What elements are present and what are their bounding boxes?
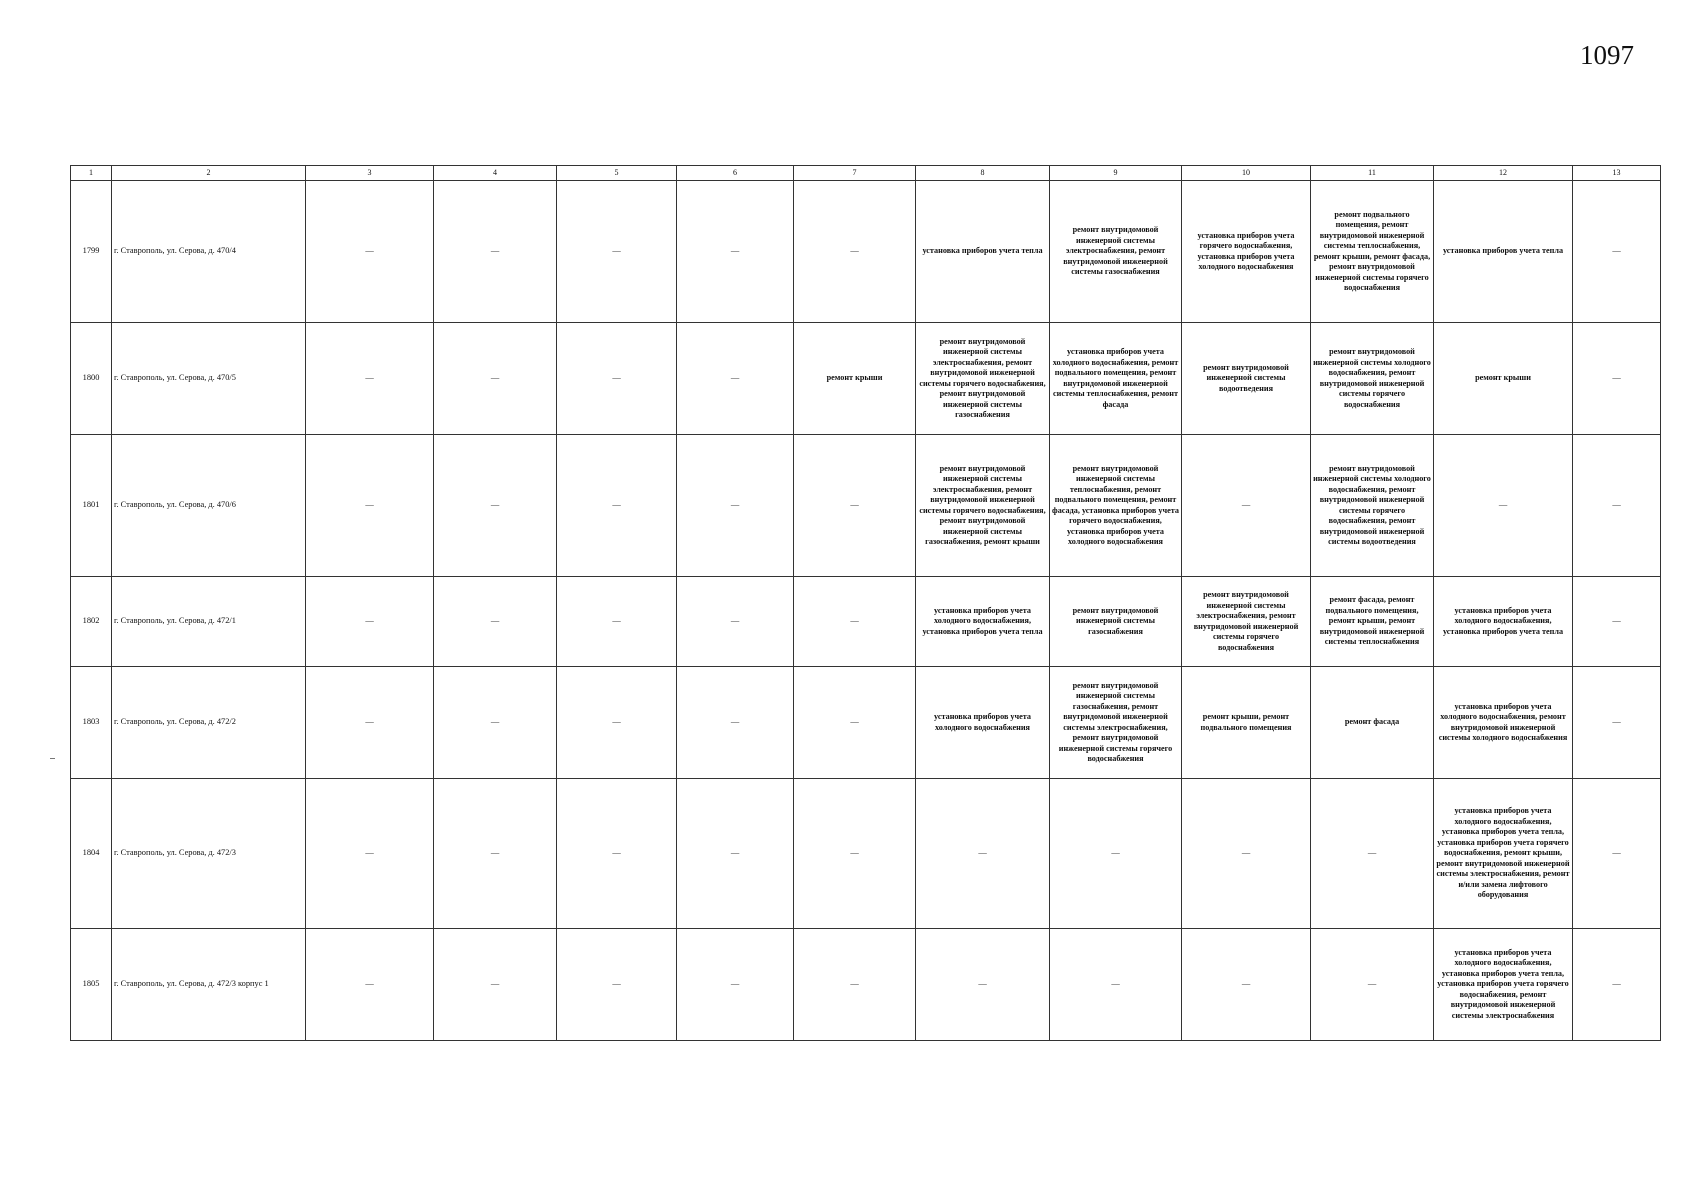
table-row	[71, 435, 1661, 577]
column-number: 12	[1434, 166, 1573, 181]
empty-dash-cell: —	[557, 181, 677, 323]
column-number: 11	[1311, 166, 1434, 181]
empty-dash-cell: —	[916, 929, 1050, 1041]
empty-dash-cell: —	[1573, 323, 1661, 435]
table-row	[71, 323, 1661, 435]
work-cell: ремонт внутридомовой инженерной системы водоотведения	[1182, 323, 1311, 435]
column-number: 8	[916, 166, 1050, 181]
row-number-cell: 1801	[71, 435, 112, 577]
empty-dash-cell: —	[794, 181, 916, 323]
column-number: 2	[112, 166, 306, 181]
row-number-cell: 1805	[71, 929, 112, 1041]
column-number: 3	[306, 166, 434, 181]
work-cell: установка приборов учета холодного водоснабжения, установка приборов учета тепла	[1434, 577, 1573, 667]
column-number: 7	[794, 166, 916, 181]
table-body	[71, 181, 1661, 1041]
empty-dash-cell: —	[434, 323, 557, 435]
empty-dash-cell: —	[434, 181, 557, 323]
row-number-cell: 1803	[71, 667, 112, 779]
empty-dash-cell: —	[1434, 435, 1573, 577]
row-number-cell: 1799	[71, 181, 112, 323]
work-cell: установка приборов учета холодного водоснабжения, установка приборов учета тепла, установка приборов учета горячего водоснабжения, ремонт крыши, ремонт внутридомовой инженерной системы электроснабжения, ремонт и/или замена лифтового оборудования	[1434, 779, 1573, 929]
empty-dash-cell: —	[1182, 929, 1311, 1041]
empty-dash-cell: —	[1573, 667, 1661, 779]
empty-dash-cell: —	[557, 435, 677, 577]
work-cell: ремонт внутридомовой инженерной системы газоснабжения, ремонт внутридомовой инженерной системы электроснабжения, ремонт внутридомовой инженерной системы горячего водоснабжения	[1050, 667, 1182, 779]
work-cell: установка приборов учета горячего водоснабжения, установка приборов учета холодного водоснабжения	[1182, 181, 1311, 323]
works-table	[70, 165, 1661, 1041]
table-row	[71, 779, 1661, 929]
empty-dash-cell: —	[434, 435, 557, 577]
empty-dash-cell: —	[794, 667, 916, 779]
work-cell: ремонт внутридомовой инженерной системы газоснабжения	[1050, 577, 1182, 667]
empty-dash-cell: —	[794, 577, 916, 667]
empty-dash-cell: —	[1573, 577, 1661, 667]
empty-dash-cell: —	[434, 667, 557, 779]
work-cell: ремонт внутридомовой инженерной системы электроснабжения, ремонт внутридомовой инженерной системы газоснабжения	[1050, 181, 1182, 323]
empty-dash-cell: —	[306, 323, 434, 435]
address-cell: г. Ставрополь, ул. Серова, д. 470/5	[112, 323, 306, 435]
margin-mark	[50, 758, 55, 759]
empty-dash-cell: —	[677, 323, 794, 435]
empty-dash-cell: —	[916, 779, 1050, 929]
column-number-row	[71, 166, 1661, 181]
page-number: 1097	[1580, 40, 1634, 70]
address-cell: г. Ставрополь, ул. Серова, д. 470/6	[112, 435, 306, 577]
empty-dash-cell: —	[306, 779, 434, 929]
work-cell: установка приборов учета холодного водоснабжения, ремонт подвального помещения, ремонт внутридомовой инженерной системы теплоснабжения, ремонт фасада	[1050, 323, 1182, 435]
work-cell: ремонт подвального помещения, ремонт внутридомовой инженерной системы теплоснабжения, ремонт крыши, ремонт фасада, ремонт внутридомовой инженерной системы горячего водоснабжения	[1311, 181, 1434, 323]
address-cell: г. Ставрополь, ул. Серова, д. 472/2	[112, 667, 306, 779]
work-cell: ремонт внутридомовой инженерной системы холодного водоснабжения, ремонт внутридомовой инженерной системы горячего водоснабжения, ремонт внутридомовой инженерной системы водоотведения	[1311, 435, 1434, 577]
empty-dash-cell: —	[557, 667, 677, 779]
work-cell: установка приборов учета холодного водоснабжения, ремонт внутридомовой инженерной системы холодного водоснабжения	[1434, 667, 1573, 779]
work-cell: ремонт крыши, ремонт подвального помещения	[1182, 667, 1311, 779]
empty-dash-cell: —	[306, 577, 434, 667]
table-row	[71, 181, 1661, 323]
address-cell: г. Ставрополь, ул. Серова, д. 472/3 корпус 1	[112, 929, 306, 1041]
column-number: 6	[677, 166, 794, 181]
empty-dash-cell: —	[1050, 779, 1182, 929]
empty-dash-cell: —	[557, 779, 677, 929]
column-number: 13	[1573, 166, 1661, 181]
empty-dash-cell: —	[557, 323, 677, 435]
empty-dash-cell: —	[794, 779, 916, 929]
table-row	[71, 667, 1661, 779]
empty-dash-cell: —	[434, 779, 557, 929]
empty-dash-cell: —	[306, 181, 434, 323]
empty-dash-cell: —	[794, 929, 916, 1041]
work-cell: ремонт крыши	[794, 323, 916, 435]
empty-dash-cell: —	[557, 929, 677, 1041]
column-number: 9	[1050, 166, 1182, 181]
empty-dash-cell: —	[1311, 929, 1434, 1041]
work-cell: ремонт внутридомовой инженерной системы электроснабжения, ремонт внутридомовой инженерной системы горячего водоснабжения, ремонт внутридомовой инженерной системы газоснабжения, ремонт крыши	[916, 435, 1050, 577]
work-cell: ремонт крыши	[1434, 323, 1573, 435]
empty-dash-cell: —	[1182, 435, 1311, 577]
table-row	[71, 577, 1661, 667]
work-cell: ремонт внутридомовой инженерной системы теплоснабжения, ремонт подвального помещения, ремонт фасада, установка приборов учета горячего водоснабжения, установка приборов учета холодного водоснабжения	[1050, 435, 1182, 577]
table-row	[71, 929, 1661, 1041]
column-number: 10	[1182, 166, 1311, 181]
column-number: 1	[71, 166, 112, 181]
empty-dash-cell: —	[306, 929, 434, 1041]
empty-dash-cell: —	[1573, 779, 1661, 929]
column-number: 5	[557, 166, 677, 181]
empty-dash-cell: —	[677, 577, 794, 667]
work-cell: ремонт внутридомовой инженерной системы электроснабжения, ремонт внутридомовой инженерной системы горячего водоснабжения, ремонт внутридомовой инженерной системы газоснабжения	[916, 323, 1050, 435]
empty-dash-cell: —	[1182, 779, 1311, 929]
work-cell: ремонт фасада	[1311, 667, 1434, 779]
empty-dash-cell: —	[306, 667, 434, 779]
empty-dash-cell: —	[677, 779, 794, 929]
row-number-cell: 1800	[71, 323, 112, 435]
empty-dash-cell: —	[557, 577, 677, 667]
work-cell: ремонт внутридомовой инженерной системы электроснабжения, ремонт внутридомовой инженерной системы горячего водоснабжения	[1182, 577, 1311, 667]
empty-dash-cell: —	[1573, 181, 1661, 323]
work-cell: ремонт внутридомовой инженерной системы холодного водоснабжения, ремонт внутридомовой инженерной системы горячего водоснабжения	[1311, 323, 1434, 435]
address-cell: г. Ставрополь, ул. Серова, д. 470/4	[112, 181, 306, 323]
work-cell: ремонт фасада, ремонт подвального помещения, ремонт крыши, ремонт внутридомовой инженерной системы теплоснабжения	[1311, 577, 1434, 667]
row-number-cell: 1804	[71, 779, 112, 929]
empty-dash-cell: —	[1573, 435, 1661, 577]
work-cell: установка приборов учета тепла	[1434, 181, 1573, 323]
address-cell: г. Ставрополь, ул. Серова, д. 472/3	[112, 779, 306, 929]
empty-dash-cell: —	[677, 181, 794, 323]
address-cell: г. Ставрополь, ул. Серова, д. 472/1	[112, 577, 306, 667]
work-cell: установка приборов учета холодного водоснабжения, установка приборов учета тепла	[916, 577, 1050, 667]
empty-dash-cell: —	[1050, 929, 1182, 1041]
empty-dash-cell: —	[794, 435, 916, 577]
empty-dash-cell: —	[434, 929, 557, 1041]
work-cell: установка приборов учета холодного водоснабжения	[916, 667, 1050, 779]
row-number-cell: 1802	[71, 577, 112, 667]
empty-dash-cell: —	[677, 435, 794, 577]
empty-dash-cell: —	[1311, 779, 1434, 929]
empty-dash-cell: —	[434, 577, 557, 667]
work-cell: установка приборов учета холодного водоснабжения, установка приборов учета тепла, установка приборов учета горячего водоснабжения, ремонт внутридомовой инженерной системы электроснабжения	[1434, 929, 1573, 1041]
column-number: 4	[434, 166, 557, 181]
work-cell: установка приборов учета тепла	[916, 181, 1050, 323]
empty-dash-cell: —	[677, 929, 794, 1041]
empty-dash-cell: —	[677, 667, 794, 779]
empty-dash-cell: —	[306, 435, 434, 577]
empty-dash-cell: —	[1573, 929, 1661, 1041]
